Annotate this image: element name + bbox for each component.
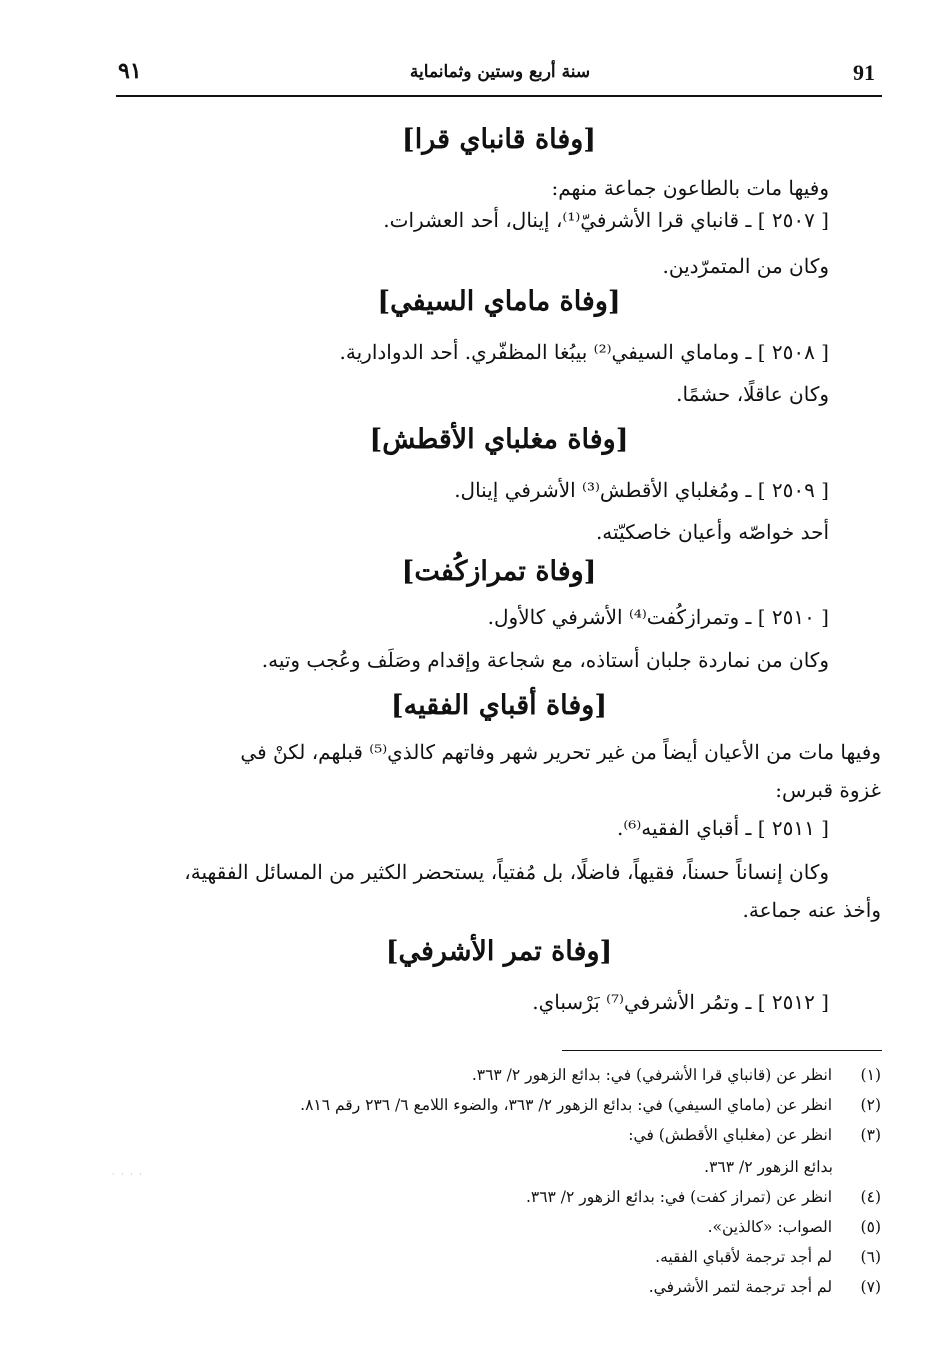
paragraph: وأخذ عنه جماعة. <box>742 898 881 922</box>
footnote-mark: (٦) <box>860 1248 881 1266</box>
footnote-text: انظر عن (مغلباي الأقطش) في: <box>628 1126 833 1144</box>
footnote <box>649 1278 881 1296</box>
footnote <box>472 1066 881 1084</box>
entry-2507: [ ٢٥٠٧ ] ـ قانباي قرا الأشرفيّ⁽¹⁾، إينال، أحد العشرات. <box>383 208 829 232</box>
footnote-mark: (٣) <box>860 1126 881 1144</box>
footnote-mark: (٤) <box>860 1188 881 1206</box>
paragraph: أحد خواصّه وأعيان خاصكيّته. <box>595 520 829 544</box>
footnote <box>655 1248 881 1266</box>
footnote-rule <box>562 1050 882 1051</box>
paragraph: غزوة قبرس: <box>775 778 881 802</box>
section-heading: [وفاة تمرازكُفت] <box>401 556 597 587</box>
section-heading: [وفاة مغلباي الأقطش] <box>369 424 629 455</box>
footnote-text: انظر عن (قانباي قرا الأشرفي) في: بدائع الزهور ٢/ ٣٦٣. <box>471 1066 833 1084</box>
footnote-text: الصواب: «كالذين». <box>707 1218 833 1236</box>
paragraph: وكان إنساناً حسناً، فقيهاً، فاضلًا، بل مُفتياً، يستحضر الكثير من المسائل الفقهية، <box>184 860 829 884</box>
section-heading: [وفاة تمر الأشرفي] <box>385 936 613 967</box>
entry-2511: [ ٢٥١١ ] ـ أقباي الفقيه⁽⁶⁾. <box>617 816 829 840</box>
footnote-text: بدائع الزهور ٢/ ٣٦٣. <box>704 1158 833 1176</box>
entry-2512: [ ٢٥١٢ ] ـ وتمُر الأشرفي⁽⁷⁾ بَرْسباي. <box>532 990 829 1014</box>
section-heading: [وفاة قانباي قرا] <box>401 124 597 155</box>
paragraph: وفيها مات بالطاعون جماعة منهم: <box>551 176 829 200</box>
paragraph: وفيها مات من الأعيان أيضاً من غير تحرير شهر وفاتهم كالذي⁽⁵⁾ قبلهم، لكنْ في <box>240 740 881 764</box>
footnote-mark: (٢) <box>860 1096 881 1114</box>
page-number-latin: 91 <box>853 60 875 85</box>
footnote-text: انظر عن (ماماي السيفي) في: بدائع الزهور ٢/ ٣٦٣، والضوء اللامع ٦/ ٢٣٦ رقم ٨١٦. <box>300 1096 833 1114</box>
footnote-text: انظر عن (تمراز كفت) في: بدائع الزهور ٢/ ٣٦٣. <box>525 1188 833 1206</box>
footnote-mark: (١) <box>860 1066 881 1084</box>
section-heading: [وفاة ماماي السيفي] <box>377 286 621 317</box>
entry-2508: [ ٢٥٠٨ ] ـ وماماي السيفي⁽²⁾ بيبُغا المظفّري. أحد الدوادارية. <box>339 340 829 364</box>
footnote-text: لم أجد ترجمة لتمر الأشرفي. <box>648 1278 833 1296</box>
footnote <box>628 1126 881 1144</box>
footnote-text: لم أجد ترجمة لأقباي الفقيه. <box>655 1248 833 1266</box>
footnote-mark: (٥) <box>860 1218 881 1236</box>
footnote <box>300 1096 881 1114</box>
footnote-continuation <box>704 1158 833 1176</box>
footnote <box>526 1188 881 1206</box>
section-heading: [وفاة أقباي الفقيه] <box>390 690 608 721</box>
paragraph: وكان عاقلًا، حشمًا. <box>676 382 829 406</box>
scan-speck: · · · · <box>112 1170 144 1179</box>
entry-2509: [ ٢٥٠٩ ] ـ ومُغلباي الأقطش⁽³⁾ الأشرفي إينال. <box>454 478 829 502</box>
paragraph: وكان من نماردة جلبان أستاذه، مع شجاعة وإقدام وصَلَف وعُجب وتيه. <box>261 648 829 672</box>
running-title: سنة أربع وستين وثمانماية <box>409 62 591 82</box>
header-rule <box>116 95 882 97</box>
page-number-arabic: ٩١ <box>118 58 142 84</box>
footnote-mark: (٧) <box>860 1278 881 1296</box>
entry-2510: [ ٢٥١٠ ] ـ وتمرازكُفت⁽⁴⁾ الأشرفي كالأول. <box>487 605 829 629</box>
footnote <box>708 1218 881 1236</box>
paragraph: وكان من المتمرّدين. <box>662 254 829 278</box>
